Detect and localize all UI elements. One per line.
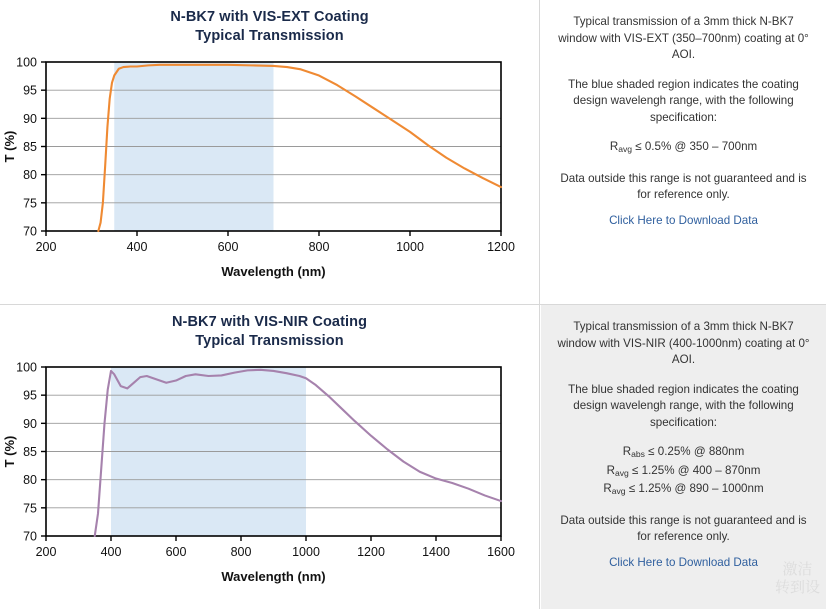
shading-note-vis-nir: The blue shaded region indicates the coating design wavelengh range, with the following specification:	[568, 382, 799, 429]
spec-list-vis-ext	[553, 139, 814, 158]
watermark-line2: 转到设	[774, 578, 820, 596]
svg-text:1400: 1400	[422, 545, 450, 559]
svg-text:80: 80	[23, 168, 37, 183]
chart-title-line1: N-BK7 with VIS-NIR Coating	[171, 314, 368, 330]
svg-text:T (%): T (%)	[2, 130, 17, 163]
svg-text:95: 95	[23, 83, 37, 98]
svg-text:200: 200	[35, 240, 57, 254]
description-vis-ext: Typical transmission of a 3mm thick N-BK7 window with VIS-EXT (350–700nm) coating at 0° AOI.	[558, 15, 809, 61]
svg-text:400: 400	[126, 240, 148, 254]
svg-text:80: 80	[23, 473, 37, 488]
svg-text:800: 800	[308, 240, 330, 254]
svg-text:85: 85	[23, 445, 37, 459]
svg-text:600: 600	[165, 545, 187, 559]
svg-text:T (%): T (%)	[2, 435, 17, 468]
chart-pane-vis-ext	[0, 0, 540, 304]
plot-area-vis-ext	[0, 46, 540, 304]
chart-title-vis-nir	[0, 313, 539, 351]
svg-text:1200: 1200	[357, 545, 385, 559]
download-data-link-vis-nir[interactable]: Click Here to Download Data	[609, 555, 758, 569]
svg-text:Wavelength (nm): Wavelength (nm)	[221, 569, 326, 584]
spec-line: $R_{avg} \le 1.25\%$ @ 890 – 1000nm	[603, 482, 764, 496]
svg-text:1000: 1000	[292, 545, 320, 559]
transmission-plot-vis-ext	[0, 46, 540, 304]
chart-title-line1: N-BK7 with VIS-EXT Coating	[170, 9, 369, 25]
description-vis-nir: Typical transmission of a 3mm thick N-BK7 window with VIS-NIR (400-1000nm) coating at 0° AOI.	[557, 320, 810, 366]
transmission-plot-vis-nir	[0, 351, 540, 609]
download-data-link-vis-ext[interactable]: Click Here to Download Data	[609, 213, 758, 227]
svg-text:100: 100	[16, 55, 37, 70]
svg-text:Wavelength (nm): Wavelength (nm)	[221, 264, 326, 279]
info-pane-vis-ext	[541, 0, 826, 304]
disclaimer-vis-ext: Data outside this range is not guaranteed and is for reference only.	[560, 171, 807, 201]
plot-area-vis-nir	[0, 351, 540, 609]
svg-text:800: 800	[230, 545, 252, 559]
svg-text:1000: 1000	[396, 240, 424, 254]
svg-text:600: 600	[217, 240, 239, 254]
svg-text:200: 200	[35, 545, 57, 559]
svg-text:85: 85	[23, 140, 37, 154]
info-pane-vis-nir	[541, 305, 826, 609]
svg-text:95: 95	[23, 388, 37, 403]
svg-text:70: 70	[23, 224, 37, 239]
spec-line: $R_{avg} \le 0.5\%$ @ 350 – 700nm	[609, 140, 758, 154]
svg-text:70: 70	[23, 529, 37, 544]
svg-text:100: 100	[16, 360, 37, 375]
shading-note-vis-ext: The blue shaded region indicates the coating design wavelengh range, with the following specification:	[568, 77, 799, 124]
chart-title-line2: Typical Transmission	[195, 28, 344, 44]
svg-text:1600: 1600	[487, 545, 515, 559]
svg-text:400: 400	[100, 545, 122, 559]
chart-pane-vis-nir	[0, 305, 540, 609]
svg-text:90: 90	[23, 416, 37, 431]
svg-text:75: 75	[23, 196, 37, 211]
spec-line: $R_{abs} \le 0.25\%$ @ 880nm	[622, 445, 745, 459]
chart-title-vis-ext	[0, 8, 539, 46]
svg-text:75: 75	[23, 501, 37, 516]
chart-title-line2: Typical Transmission	[195, 333, 344, 349]
svg-text:90: 90	[23, 111, 37, 126]
spec-line: $R_{avg} \le 1.25\%$ @ 400 – 870nm	[606, 463, 761, 478]
panel-vis-nir	[0, 305, 826, 610]
watermark-line1: 激洁	[782, 560, 813, 578]
spec-list-vis-nir	[553, 444, 814, 500]
disclaimer-vis-nir: Data outside this range is not guaranteed and is for reference only.	[560, 513, 807, 543]
svg-text:1200: 1200	[487, 240, 515, 254]
